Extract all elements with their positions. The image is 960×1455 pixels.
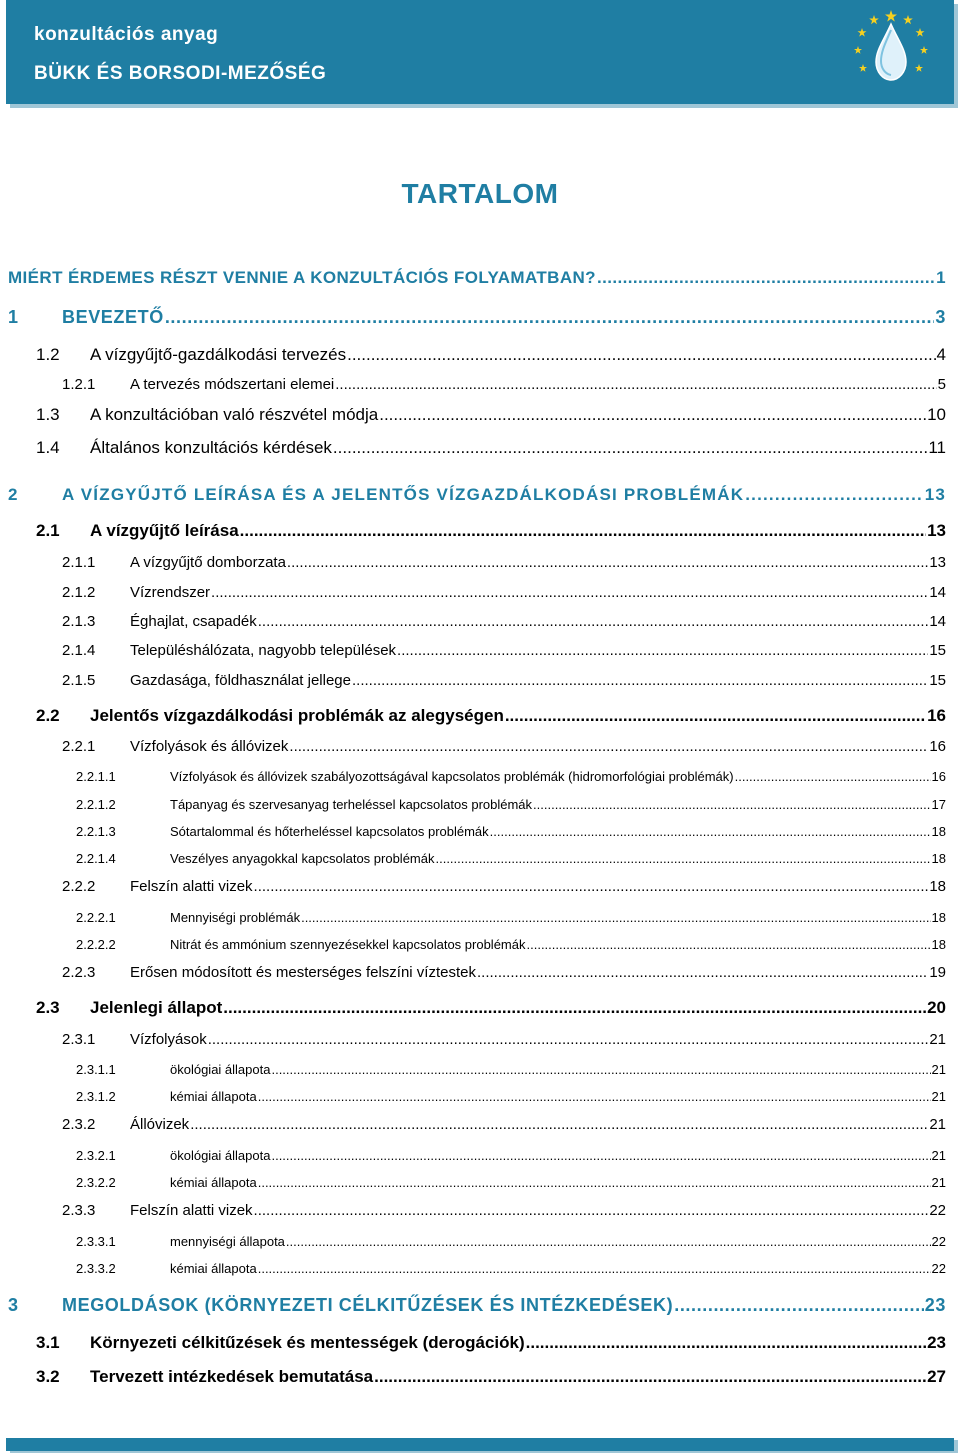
toc-entry-title: Vízfolyások és állóvizek szabályozottságával kapcsolatos problémák (hidromorfológiai problémák) <box>170 769 734 784</box>
toc-entry-title: A vízgyűjtő-gazdálkodási tervezés <box>90 345 347 364</box>
toc-entry-page: 13 <box>924 485 946 504</box>
toc-leader-dots <box>435 851 930 866</box>
toc-entry-title: A konzultációban való részvétel módja <box>90 405 379 424</box>
toc-entry-title: MEGOLDÁSOK (KÖRNYEZETI CÉLKITŰZÉSEK ÉS INTÉZKEDÉSEK) <box>62 1295 674 1315</box>
toc-entry-number: 2.1.2 <box>62 584 96 601</box>
toc-leader-dots <box>240 521 926 541</box>
toc-entry[interactable] <box>76 851 946 866</box>
toc-leader-dots <box>347 345 935 365</box>
toc-entry-number: 2.1.3 <box>62 613 96 630</box>
toc-entry-page: 13 <box>929 554 946 571</box>
toc-entry[interactable] <box>76 1062 946 1077</box>
toc-leader-dots <box>211 584 928 601</box>
toc-leader-dots <box>254 878 929 895</box>
toc-entry-page: 17 <box>931 797 946 812</box>
toc-entry[interactable] <box>36 345 946 365</box>
toc-entry-page: 16 <box>929 738 946 755</box>
toc-leader-dots <box>597 268 935 288</box>
toc-entry-number: 2 <box>8 485 19 504</box>
toc-leader-dots <box>223 998 926 1018</box>
toc-leader-dots <box>490 824 931 839</box>
toc-entry-page: 10 <box>927 405 946 424</box>
toc-entry-title: Általános konzultációs kérdések <box>90 438 332 457</box>
toc-entry-title: MIÉRT ÉRDEMES RÉSZT VENNIE A KONZULTÁCIÓS FOLYAMATBAN? <box>8 268 596 287</box>
toc-entry-page: 21 <box>931 1089 946 1104</box>
toc-entry[interactable] <box>36 521 946 541</box>
toc-leader-dots <box>286 1234 931 1249</box>
toc-entry-page: 19 <box>929 964 946 981</box>
toc-entry-page: 21 <box>929 1031 946 1048</box>
toc-entry[interactable] <box>8 1295 946 1316</box>
toc-entry[interactable] <box>62 1031 946 1048</box>
toc-entry-title: Jelenlegi állapot <box>90 998 223 1017</box>
toc-entry-number: 2.1.4 <box>62 642 96 659</box>
toc-entry-page: 16 <box>927 706 946 725</box>
toc-entry-number: 2.3.2 <box>62 1116 96 1133</box>
toc-leader-dots <box>526 1333 926 1353</box>
toc-leader-dots <box>397 642 928 659</box>
toc-entry[interactable] <box>62 878 946 895</box>
toc-entry[interactable] <box>76 937 946 952</box>
toc-entry-title: Környezeti célkitűzések és mentességek (derogációk) <box>90 1333 525 1352</box>
toc-entry-page: 21 <box>931 1175 946 1190</box>
toc-entry-page: 14 <box>929 584 946 601</box>
toc-entry-number: 2.3.1 <box>62 1031 96 1048</box>
toc-entry[interactable] <box>8 307 946 328</box>
toc-entry-number: 2.2.3 <box>62 964 96 981</box>
toc-entry[interactable] <box>8 268 946 288</box>
toc-entry[interactable] <box>76 1175 946 1190</box>
toc-entry[interactable] <box>36 405 946 425</box>
toc-entry-number: 3.1 <box>36 1333 60 1352</box>
toc-entry-number: 1 <box>8 307 19 327</box>
toc-leader-dots <box>374 1367 926 1387</box>
toc-entry-title: Erősen módosított és mesterséges felszíni víztestek <box>130 964 476 981</box>
toc-entry-number: 3 <box>8 1295 19 1315</box>
toc-entry[interactable] <box>62 376 946 393</box>
toc-leader-dots <box>745 485 923 505</box>
toc-entry[interactable] <box>76 1261 946 1276</box>
toc-entry-title: kémiai állapota <box>170 1175 257 1190</box>
eu-water-drop-logo-icon <box>846 6 936 96</box>
toc-entry-title: kémiai állapota <box>170 1089 257 1104</box>
toc-entry-number: 2.1.5 <box>62 672 96 689</box>
toc-leader-dots <box>258 1261 931 1276</box>
toc-entry-title: ökológiai állapota <box>170 1148 271 1163</box>
toc-leader-dots <box>258 1175 931 1190</box>
toc-entry[interactable] <box>36 438 946 458</box>
toc-entry-page: 5 <box>937 376 946 393</box>
toc-entry-number: 2.2.1.3 <box>76 824 116 839</box>
toc-entry-number: 1.4 <box>36 438 60 457</box>
toc-leader-dots <box>505 706 926 726</box>
toc-entry[interactable] <box>76 1234 946 1249</box>
toc-entry-page: 13 <box>927 521 946 540</box>
toc-leader-dots <box>352 672 928 689</box>
toc-entry-number: 2.2.1.4 <box>76 851 116 866</box>
toc-entry[interactable] <box>62 1202 946 1219</box>
toc-leader-dots <box>208 1031 929 1048</box>
toc-entry-page: 21 <box>929 1116 946 1133</box>
toc-leader-dots <box>735 769 931 784</box>
toc-entry[interactable] <box>62 738 946 755</box>
toc-entry-page: 18 <box>931 937 946 952</box>
toc-entry[interactable] <box>36 1367 946 1387</box>
toc-entry-title: Vízfolyások és állóvizek <box>130 738 289 755</box>
toc-entry-title: Felszín alatti vizek <box>130 878 253 895</box>
toc-entry-page: 23 <box>927 1333 946 1352</box>
toc-leader-dots <box>258 1089 931 1104</box>
toc-entry-title: Veszélyes anyagokkal kapcsolatos problémák <box>170 851 435 866</box>
toc-leader-dots <box>289 738 928 755</box>
toc-entry-number: 2.2.2 <box>62 878 96 895</box>
toc-entry-page: 18 <box>931 824 946 839</box>
toc-entry-page: 4 <box>936 345 946 364</box>
toc-entry-number: 2.3.3 <box>62 1202 96 1219</box>
document-footer-bar <box>6 1438 954 1451</box>
toc-entry-page: 21 <box>931 1062 946 1077</box>
toc-entry-number: 3.2 <box>36 1367 60 1386</box>
toc-leader-dots <box>165 307 935 328</box>
header-subtitle: konzultációs anyag <box>34 24 219 45</box>
toc-leader-dots <box>477 964 928 981</box>
toc-entry-number: 1.2 <box>36 345 60 364</box>
toc-entry-page: 18 <box>931 851 946 866</box>
toc-entry[interactable] <box>62 584 946 601</box>
toc-leader-dots <box>674 1295 924 1316</box>
toc-entry-title: BEVEZETŐ <box>62 307 164 327</box>
toc-leader-dots <box>335 376 936 393</box>
toc-entry-title: Jelentős vízgazdálkodási problémák az alegységen <box>90 706 504 725</box>
toc-entry-title: Vízfolyások <box>130 1031 207 1048</box>
toc-entry-title: Vízrendszer <box>130 584 211 601</box>
toc-entry[interactable] <box>62 964 946 981</box>
toc-entry-page: 3 <box>935 307 946 327</box>
header-region: BÜKK ÉS BORSODI-MEZŐSÉG <box>34 63 327 84</box>
toc-leader-dots <box>258 613 929 630</box>
toc-entry-page: 18 <box>929 878 946 895</box>
toc-entry-page: 27 <box>927 1367 946 1386</box>
toc-leader-dots <box>254 1202 929 1219</box>
toc-entry[interactable] <box>36 1333 946 1353</box>
toc-entry-title: kémiai állapota <box>170 1261 257 1276</box>
toc-entry[interactable] <box>8 485 946 505</box>
toc-entry[interactable] <box>76 797 946 812</box>
toc-entry-title: Tervezett intézkedések bemutatása <box>90 1367 374 1386</box>
toc-entry-page: 22 <box>931 1261 946 1276</box>
toc-entry-number: 2.2.1 <box>62 738 96 755</box>
toc-entry-title: A tervezés módszertani elemei <box>130 376 335 393</box>
toc-entry[interactable] <box>62 642 946 659</box>
toc-entry-number: 2.2.2.2 <box>76 937 116 952</box>
toc-leader-dots <box>271 1062 930 1077</box>
toc-entry-number: 2.3.2.1 <box>76 1148 116 1163</box>
toc-entry-page: 18 <box>931 910 946 925</box>
toc-leader-dots <box>287 554 928 571</box>
toc-entry[interactable] <box>76 1148 946 1163</box>
toc-entry-number: 2.1 <box>36 521 60 540</box>
toc-entry-title: mennyiségi állapota <box>170 1234 285 1249</box>
toc-entry-page: 11 <box>928 438 946 457</box>
toc-entry-number: 2.2.1.1 <box>76 769 116 784</box>
toc-leader-dots <box>533 797 930 812</box>
toc-entry-number: 2.2.1.2 <box>76 797 116 812</box>
toc-entry[interactable] <box>76 1089 946 1104</box>
page-title: TARTALOM <box>401 178 559 209</box>
toc-entry-title: ökológiai állapota <box>170 1062 271 1077</box>
toc-entry-title: Állóvizek <box>130 1116 190 1133</box>
toc-leader-dots <box>301 910 930 925</box>
toc-entry[interactable] <box>62 613 946 630</box>
toc-entry-title: Éghajlat, csapadék <box>130 613 257 630</box>
toc-entry[interactable] <box>76 769 946 784</box>
toc-entry-page: 1 <box>936 268 946 287</box>
toc-leader-dots <box>527 937 931 952</box>
toc-entry-number: 2.3.1.2 <box>76 1089 116 1104</box>
toc-entry-title: Felszín alatti vizek <box>130 1202 253 1219</box>
toc-entry-number: 1.2.1 <box>62 376 96 393</box>
toc-entry-page: 23 <box>924 1295 946 1315</box>
toc-entry-page: 16 <box>931 769 946 784</box>
toc-entry-page: 22 <box>931 1234 946 1249</box>
toc-entry-title: Településhálózata, nagyobb települések <box>130 642 397 659</box>
toc-entry-title: Tápanyag és szervesanyag terheléssel kapcsolatos problémák <box>170 797 533 812</box>
toc-entry-title: Nitrát és ammónium szennyezésekkel kapcsolatos problémák <box>170 937 526 952</box>
toc-entry-page: 22 <box>929 1202 946 1219</box>
toc-entry[interactable] <box>62 672 946 689</box>
toc-entry-number: 2.3.2.2 <box>76 1175 116 1190</box>
toc-entry-number: 2.3.1.1 <box>76 1062 116 1077</box>
toc-entry-title: Gazdasága, földhasználat jellege <box>130 672 351 689</box>
toc-leader-dots <box>333 438 927 458</box>
toc-leader-dots <box>379 405 926 425</box>
toc-entry-number: 2.3.3.1 <box>76 1234 116 1249</box>
toc-entry-title: A VÍZGYŰJTŐ LEÍRÁSA ÉS A JELENTŐS VÍZGAZDÁLKODÁSI PROBLÉMÁK <box>62 485 745 504</box>
toc-leader-dots <box>190 1116 928 1133</box>
toc-entry-page: 15 <box>929 672 946 689</box>
toc-entry-number: 2.2 <box>36 706 60 725</box>
toc-entry-page: 20 <box>927 998 946 1017</box>
toc-entry-title: Mennyiségi problémák <box>170 910 301 925</box>
toc-entry-title: A vízgyűjtő domborzata <box>130 554 286 571</box>
toc-entry[interactable] <box>76 824 946 839</box>
toc-entry-number: 2.1.1 <box>62 554 96 571</box>
toc-leader-dots <box>271 1148 930 1163</box>
toc-entry-page: 15 <box>929 642 946 659</box>
toc-entry-title: A vízgyűjtő leírása <box>90 521 239 540</box>
toc-entry[interactable] <box>36 706 946 726</box>
toc-entry-number: 2.3 <box>36 998 60 1017</box>
toc-entry-page: 14 <box>929 613 946 630</box>
toc-entry-number: 1.3 <box>36 405 60 424</box>
toc-entry-page: 21 <box>931 1148 946 1163</box>
document-header <box>6 0 954 104</box>
toc-entry-number: 2.3.3.2 <box>76 1261 116 1276</box>
toc-entry[interactable] <box>76 910 946 925</box>
toc-entry[interactable] <box>62 1116 946 1133</box>
toc-entry-title: Sótartalommal és hőterheléssel kapcsolatos problémák <box>170 824 489 839</box>
toc-entry-number: 2.2.2.1 <box>76 910 116 925</box>
toc-entry[interactable] <box>36 998 946 1018</box>
toc-entry[interactable] <box>62 554 946 571</box>
